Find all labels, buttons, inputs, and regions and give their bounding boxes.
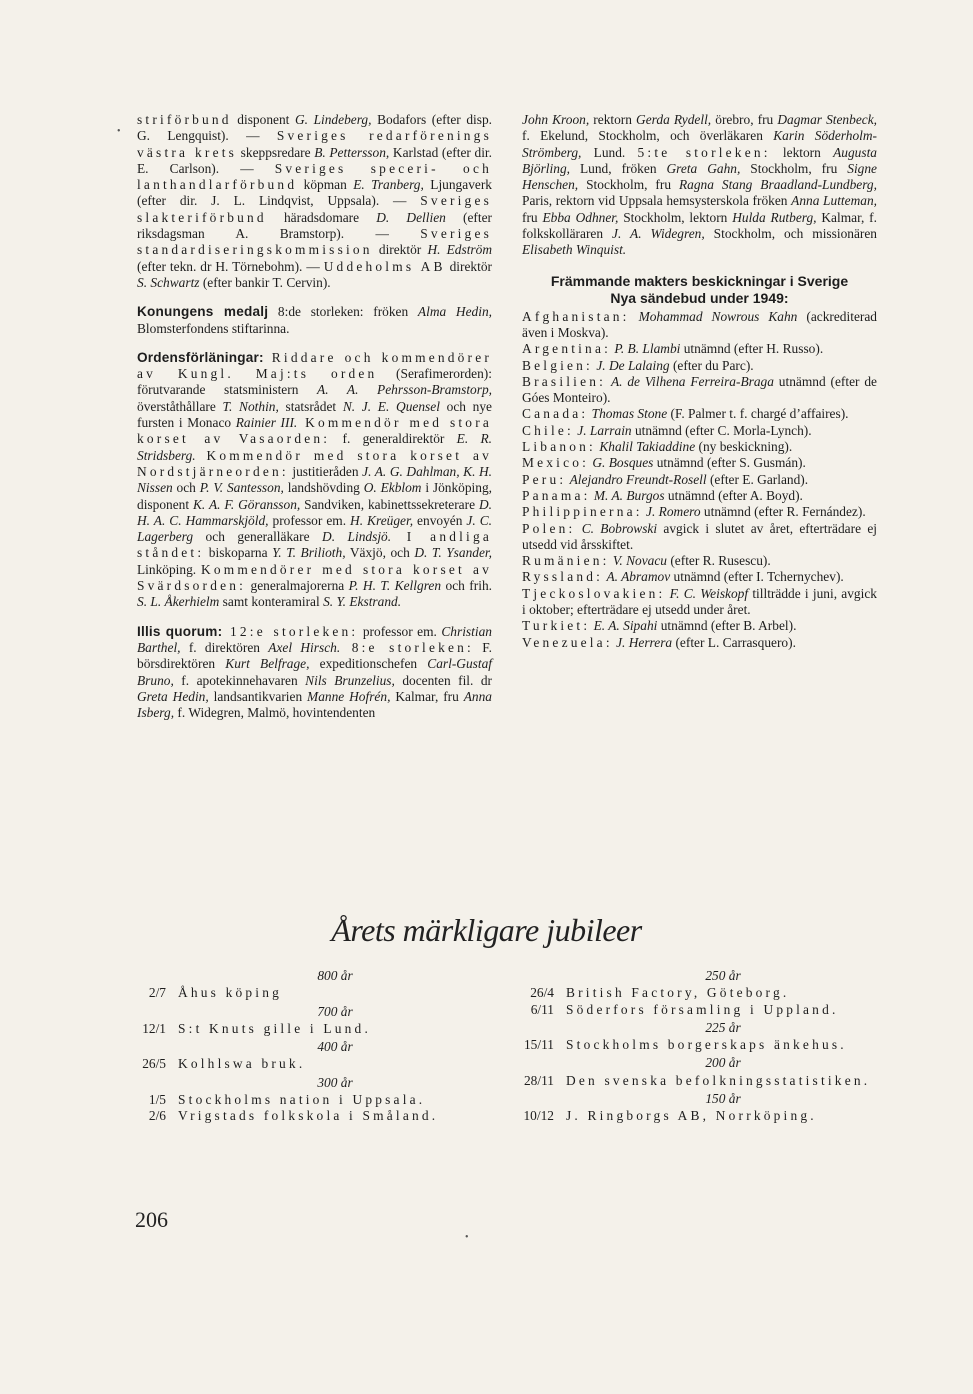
jubilee-date: 26/4 xyxy=(530,985,554,1001)
margin-dot: • xyxy=(117,126,121,137)
embassy-note: utnämnd (efter A. Boyd). xyxy=(664,487,803,503)
embassy-envoy: M. A. Burgos xyxy=(593,487,665,503)
embassy-entry xyxy=(522,374,877,407)
jubilee-text: Åhus köping xyxy=(178,985,283,1001)
embassy-note: (ackrediterad även i Moskva). xyxy=(522,308,877,340)
embassies-heading: Främmande makters beskickningar i Sverige Nya sändebud under 1949: xyxy=(550,272,849,306)
embassy-country: Canada: xyxy=(522,406,589,422)
embassy-envoy: Thomas Stone xyxy=(591,406,668,422)
embassy-envoy: P. B. Llambi xyxy=(614,341,681,357)
embassy-entry xyxy=(522,504,877,520)
right-column xyxy=(522,112,877,651)
jubilee-date: 10/12 xyxy=(523,1108,554,1124)
embassy-envoy: A. de Vilhena Ferreira-Braga xyxy=(610,373,774,389)
jubilee-item xyxy=(120,1056,490,1072)
jubilees-banner: Årets märkligare jubileer xyxy=(331,912,642,948)
embassy-note: avgick i slutet av året, efterträdare ej utsedd vid årsskiftet. xyxy=(522,520,877,552)
jubilee-text: Kolhlswa bruk. xyxy=(178,1056,306,1072)
jubilee-age: 150 år xyxy=(705,1091,741,1107)
jubilee-date: 28/11 xyxy=(523,1072,554,1088)
embassy-note: (F. Palmer t. f. chargé d’affaires). xyxy=(667,406,849,422)
jubilee-text: Söderfors församling i Uppland. xyxy=(566,1001,839,1017)
embassy-entry xyxy=(522,423,877,439)
jubilee-text: Stockholms borgerskaps änkehus. xyxy=(566,1037,847,1053)
jubilee-group xyxy=(120,968,490,1002)
embassy-envoy: J. Larrain xyxy=(577,422,632,438)
embassy-country: Rumänien: xyxy=(522,553,610,569)
jubilees-left xyxy=(120,968,490,1127)
jubilee-age: 400 år xyxy=(317,1039,353,1055)
embassy-country: Afghanistan: xyxy=(522,308,630,324)
embassy-list xyxy=(522,309,877,651)
embassy-note: utnämnd (efter I. Tchernychev). xyxy=(670,569,844,585)
jubilee-item xyxy=(508,1037,878,1053)
embassy-entry xyxy=(522,406,877,422)
paragraph-illis: Illis quorum: 12:e storleken: professor em. Christian Barthel, f. direktören Axel Hirsch. 8:e storleken: F. börsdirektören Kurt Belfrage, expeditionschefen Carl-Gustaf Bruno, f. apotekinnehavaren Nils Brunzelius, docenten fil. dr Greta Hedin, landsantikvarien Manne Hofrén, Kalmar, fru Anna Isberg, f. Widegren, Malmö, hovintendenten xyxy=(137,623,492,721)
embassy-envoy: J. De Lalaing xyxy=(596,357,670,373)
jubilee-text: Den svenska befolkningsstatistiken. xyxy=(566,1072,871,1088)
paragraph-orden: Ordensförläningar: Riddare och kommendörer av Kungl. Maj:ts orden (Serafimerorden): förutvarande statsministern A. A. Pehrsson-Bramstorp, överståthållare T. Nothin, statsrådet N. J. E. Quensel och nye fursten i Monaco Rainier III. Kommendör med stora korset av Vasaorden: f. generaldirektör E. R. Stridsberg. Kommendör med stora korset av Nordstjärneorden: justitieråden J. A. G. Dahlman, K. H. Nissen och P. V. Santesson, landshövding O. Ekblom i Jönköping, disponent K. A. F. Göransson, Sandviken, kabinettssekreterare D. H. A. C. Hammarskjöld, professor em. H. Kreüger, envoyén J. C. Lagerberg och generalläkare D. Lindsjö. I andliga ståndet: biskoparna Y. T. Brilioth, Växjö, och D. T. Ysander, Linköping. Kommendörer med stora korset av Svärdsorden: generalmajorerna P. H. T. Kellgren och frih. S. L. Åkerhielm samt konteramiral S. Y. Ekstrand. xyxy=(137,349,493,610)
jubilee-item xyxy=(120,1108,490,1124)
jubilee-item xyxy=(508,1073,878,1089)
embassy-country: Chile: xyxy=(522,422,574,438)
embassy-entry xyxy=(522,569,877,585)
embassy-entry xyxy=(522,521,877,554)
embassy-entry xyxy=(522,488,877,504)
jubilees-right xyxy=(508,968,878,1127)
jubilee-group xyxy=(120,1039,490,1073)
embassy-entry xyxy=(522,455,877,471)
embassy-note: utnämnd (efter de Góes Monteiro). xyxy=(522,373,877,406)
embassy-country: Ryssland: xyxy=(522,569,604,585)
embassy-entry xyxy=(522,309,877,342)
section-heading: Ordensförläningar: xyxy=(137,349,264,365)
jubilee-date: 1/5 xyxy=(148,1092,166,1108)
jubilee-date: 6/11 xyxy=(530,1001,554,1017)
jubilee-date: 12/1 xyxy=(142,1020,166,1036)
jubilee-group xyxy=(508,1020,878,1054)
jubilee-age: 300 år xyxy=(317,1074,353,1090)
jubilee-age: 700 år xyxy=(317,1003,353,1019)
jubilee-age: 225 år xyxy=(705,1019,741,1035)
embassy-note: (ny beskickning). xyxy=(695,439,793,455)
jubilee-item xyxy=(120,1021,490,1037)
jubilee-item xyxy=(120,985,490,1001)
embassy-note: (efter du Parc). xyxy=(669,357,754,373)
jubilee-group xyxy=(508,1055,878,1089)
embassy-entry xyxy=(522,358,877,374)
embassy-envoy: F. C. Weiskopf xyxy=(669,585,749,601)
jubilee-age: 250 år xyxy=(705,968,741,983)
embassy-envoy: V. Novacu xyxy=(612,553,667,569)
paragraph-intro: striförbund disponent G. Lindeberg, Bodafors (efter disp. G. Lengquist). — Sveriges redarförenings västra krets skeppsredare B. Pettersson, Karlstad (efter dir. E. Carlson). — Sveriges speceri- och lanthandlarförbund köpman E. Tranberg, Ljungaverk (efter dir. J. L. Lindqvist, Uppsala). — Sveriges slakteriförbund häradsdomare D. Dellien (efter riksdagsman A. Bramstorp). — Sveriges standardiseringskommission direktör H. Edström (efter tekn. dr H. Törnebohm). — Uddeholms AB direktör S. Schwartz (efter bankir T. Cervin). xyxy=(137,112,493,290)
embassy-country: Belgien: xyxy=(522,357,593,373)
embassy-note: tillträdde i juni, avgick i oktober; efterträdare ej utsedd under året. xyxy=(522,585,877,618)
bottom-dot: • xyxy=(465,1232,469,1243)
jubilee-group xyxy=(120,1075,490,1125)
embassy-note: (efter R. Rusescu). xyxy=(666,553,771,569)
embassy-note: utnämnd (efter R. Fernández). xyxy=(700,504,866,520)
embassy-country: Philippinerna: xyxy=(522,504,643,520)
embassy-envoy: A. Abramov xyxy=(606,569,671,585)
embassy-country: Argentina: xyxy=(522,341,612,357)
jubilee-age: 200 år xyxy=(705,1055,741,1071)
embassy-envoy: Alejandro Freundt-Rosell xyxy=(569,471,707,487)
jubilee-text: J. Ringborgs AB, Norrköping. xyxy=(566,1108,817,1124)
embassy-envoy: Mohammad Nowrous Kahn xyxy=(638,308,798,324)
embassy-country: Tjeckoslovakien: xyxy=(522,585,666,601)
jubilee-item xyxy=(120,1092,490,1108)
embassy-envoy: G. Bosques xyxy=(592,455,654,471)
left-column xyxy=(137,112,492,721)
embassy-note: utnämnd (efter H. Russo). xyxy=(680,341,824,357)
embassy-entry xyxy=(522,439,877,455)
jubilee-text: S:t Knuts gille i Lund. xyxy=(178,1020,372,1036)
embassy-country: Libanon: xyxy=(522,439,596,455)
embassy-note: utnämnd (efter S. Gusmán). xyxy=(653,455,806,471)
embassy-envoy: J. Romero xyxy=(646,504,701,520)
embassy-entry xyxy=(522,553,877,569)
jubilee-group xyxy=(120,1004,490,1038)
jubilee-text: Vrigstads folkskola i Småland. xyxy=(178,1108,439,1124)
embassy-entry xyxy=(522,586,877,619)
jubilee-age: 800 år xyxy=(317,968,353,983)
embassy-country: Peru: xyxy=(522,471,567,487)
embassy-country: Polen: xyxy=(522,520,576,536)
embassy-entry xyxy=(522,618,877,634)
section-heading: Konungens medalj xyxy=(137,304,269,320)
embassy-note: utnämnd (efter C. Morla-Lynch). xyxy=(631,422,812,438)
paragraph-medalj: Konungens medalj 8:de storleken: fröken Alma Hedin, Blomsterfondens stiftarinna. xyxy=(137,304,492,336)
embassy-note: utnämnd (efter B. Arbel). xyxy=(657,618,797,634)
embassy-country: Brasilien: xyxy=(522,373,607,389)
paragraph-continued: John Kroon, rektorn Gerda Rydell, örebro, fru Dagmar Stenbeck, f. Ekelund, Stockholm, och överläkaren Karin Söderholm-Strömberg, Lund. 5:te storleken: lektorn Augusta Björling, Lund, fröken Greta Gahn, Stockholm, fru Signe Henschen, Stockholm, fru Ragna Stang Braadland-Lundberg, Paris, rektorn vid Uppsala hemsysterskola fröken Anna Lutteman, fru Ebba Odhner, Stockholm, lektorn Hulda Rutberg, Kalmar, f. folkskolläraren J. A. Widegren, Stockholm, och missionären Elisabeth Winquist. xyxy=(522,112,878,258)
embassy-entry xyxy=(522,635,877,651)
jubilee-item xyxy=(508,1002,878,1018)
embassy-country: Mexico: xyxy=(522,455,590,471)
embassy-country: Turkiet: xyxy=(522,618,591,634)
embassy-envoy: J. Herrera xyxy=(616,634,673,650)
jubilee-date: 15/11 xyxy=(523,1037,554,1053)
embassy-country: Panama: xyxy=(522,487,591,503)
jubilee-date: 26/5 xyxy=(142,1056,166,1072)
embassy-country: Venezuela: xyxy=(522,634,613,650)
embassy-envoy: E. A. Sipahi xyxy=(593,618,658,634)
jubilee-group xyxy=(508,1091,878,1125)
page-number: 206 xyxy=(135,1207,168,1232)
jubilee-date: 2/6 xyxy=(148,1108,166,1124)
jubilee-group xyxy=(508,968,878,1018)
embassy-envoy: Khalil Takiaddine xyxy=(599,439,696,455)
jubilee-item xyxy=(508,1108,878,1124)
embassy-envoy: C. Bobrowski xyxy=(581,520,658,536)
section-heading: Illis quorum: xyxy=(137,623,223,639)
jubilee-text: Stockholms nation i Uppsala. xyxy=(178,1092,426,1108)
jubilee-text: British Factory, Göteborg. xyxy=(566,985,790,1001)
embassy-note: (efter L. Carrasquero). xyxy=(672,634,796,650)
embassy-note: (efter E. Garland). xyxy=(706,471,809,487)
jubilee-date: 2/7 xyxy=(148,985,166,1001)
embassy-entry xyxy=(522,472,877,488)
embassy-entry xyxy=(522,341,877,357)
jubilee-item xyxy=(508,985,878,1001)
